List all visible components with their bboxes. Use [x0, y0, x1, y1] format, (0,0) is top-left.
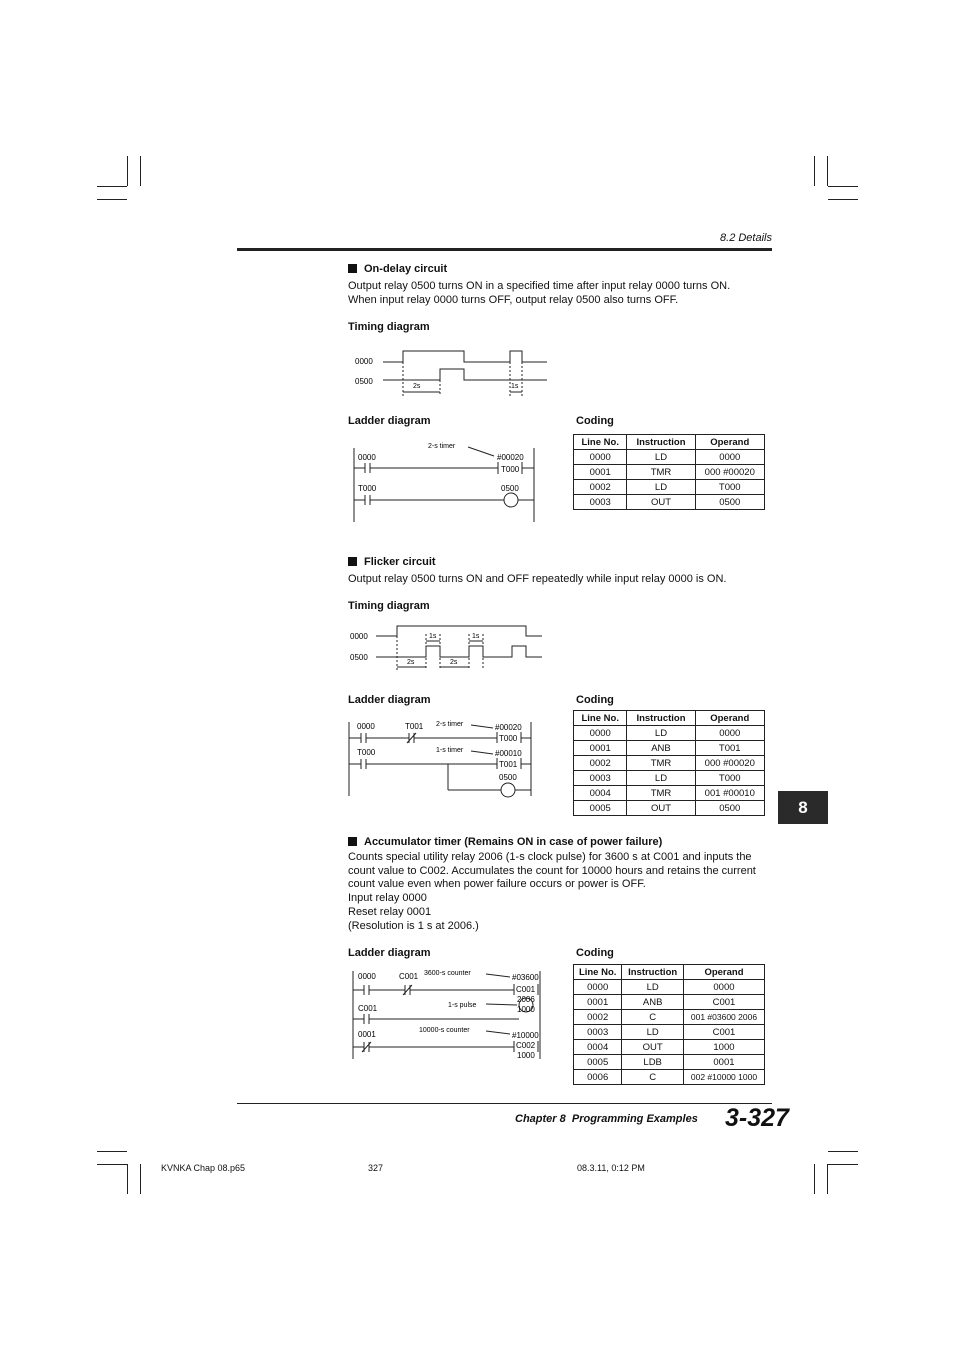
- crop-mark: [127, 1164, 128, 1194]
- timing-signal-label: 0000: [350, 632, 368, 641]
- timer-preset: #00010: [495, 749, 522, 758]
- cell: T001: [695, 741, 764, 756]
- accum-ladder-label: Ladder diagram: [348, 947, 431, 959]
- accum-ladder-diagram: [348, 965, 548, 1065]
- cell: 0002: [574, 480, 627, 495]
- waveform-0000: [376, 626, 542, 636]
- cell: 0005: [574, 1055, 622, 1070]
- table-header-row: [574, 435, 765, 450]
- timer-id: T000: [501, 465, 520, 474]
- output-label: 1000: [517, 1005, 535, 1014]
- cell: 0002: [574, 756, 627, 771]
- cell: 0001: [683, 1055, 764, 1070]
- table-row: [574, 786, 765, 801]
- table-header-row: [574, 965, 765, 980]
- output-coil: [501, 783, 515, 797]
- cell: OUT: [627, 495, 695, 510]
- desc-line: When input relay 0000 turns OFF, output relay 0500 also turns OFF.: [348, 294, 679, 306]
- cell: TMR: [627, 465, 695, 480]
- desc-line: Output relay 0500 turns ON and OFF repeatedly while input relay 0000 is ON.: [348, 573, 727, 585]
- table-row: [574, 495, 765, 510]
- flicker-timing-label: Timing diagram: [348, 600, 430, 612]
- timing-signal-label: 0500: [355, 377, 373, 386]
- flicker-title: [348, 556, 436, 568]
- header-rule: [237, 248, 772, 251]
- pulse-label: 1-s pulse: [448, 1002, 477, 1009]
- counter-input: 1000: [517, 1051, 535, 1060]
- contact-label: C001: [358, 1004, 378, 1013]
- table-row: [574, 1040, 765, 1055]
- cell: 0001: [574, 741, 627, 756]
- slug-date: 08.3.11, 0:12 PM: [577, 1163, 645, 1173]
- crop-mark: [140, 1164, 141, 1194]
- on-delay-timing-diagram: [348, 345, 553, 400]
- crop-mark: [140, 156, 141, 186]
- cell: LD: [622, 1025, 684, 1040]
- crop-mark: [828, 1164, 858, 1165]
- cell: 1000: [683, 1040, 764, 1055]
- counter-label: 3600-s counter: [424, 970, 471, 977]
- crop-mark: [97, 186, 127, 187]
- contact-label: T000: [358, 484, 377, 493]
- cell: OUT: [627, 801, 695, 816]
- accum-title: [348, 836, 662, 848]
- crop-mark: [827, 1164, 828, 1194]
- flicker-title-text: Flicker circuit: [364, 556, 436, 568]
- cell: 002 #10000 1000: [683, 1070, 764, 1085]
- on-delay-ladder-diagram: [350, 438, 540, 526]
- table-row: [574, 1070, 765, 1085]
- counter-label: 10000-s counter: [419, 1027, 470, 1034]
- flicker-desc: [348, 572, 773, 586]
- chapter-tab: 8: [778, 791, 828, 824]
- bullet-square-icon: [348, 264, 357, 273]
- crop-mark: [97, 1164, 127, 1165]
- footer-rule: [237, 1103, 772, 1104]
- table-row: [574, 756, 765, 771]
- timing-label-2s: 2s: [407, 659, 415, 666]
- table-row: [574, 465, 765, 480]
- cell: 0000: [695, 726, 764, 741]
- table-row: [574, 771, 765, 786]
- table-header-row: [574, 711, 765, 726]
- cell: 0003: [574, 495, 627, 510]
- cell: T000: [695, 771, 764, 786]
- page-number: 3-327: [725, 1104, 789, 1132]
- cell: C: [622, 1070, 684, 1085]
- timer-id: T000: [499, 734, 518, 743]
- crop-mark: [97, 199, 127, 200]
- table-row: [574, 726, 765, 741]
- cell: LD: [627, 726, 695, 741]
- cell: 0003: [574, 1025, 622, 1040]
- bullet-square-icon: [348, 557, 357, 566]
- counter-id: C002: [516, 1041, 536, 1050]
- section-header: 8.2 Details: [720, 232, 772, 244]
- table-row: [574, 1055, 765, 1070]
- cell: 0000: [574, 980, 622, 995]
- chapter-title: Programming Examples: [571, 1113, 698, 1125]
- contact-label: 0001: [358, 1030, 376, 1039]
- timing-label-1s: 1s: [511, 383, 519, 390]
- cell: 001 #03600 2006: [683, 1010, 764, 1025]
- col-header: Instruction: [627, 435, 695, 450]
- accum-desc: [348, 851, 773, 933]
- crop-mark: [828, 199, 858, 200]
- timer-label: 2-s timer: [428, 443, 456, 450]
- crop-mark: [827, 156, 828, 186]
- cell: 001 #00010: [695, 786, 764, 801]
- cell: T000: [695, 480, 764, 495]
- timer-preset: #00020: [495, 723, 522, 732]
- on-delay-desc: [348, 279, 773, 307]
- counter-preset: #03600: [512, 973, 539, 982]
- desc-line: count value to C002. Accumulates the count for 10000 hours and retains the current: [348, 864, 756, 877]
- cell: LD: [627, 771, 695, 786]
- col-header: Operand: [695, 711, 764, 726]
- col-header: Instruction: [627, 711, 695, 726]
- accum-coding-label: Coding: [576, 947, 614, 959]
- col-header: Line No.: [574, 711, 627, 726]
- accum-title-text: Accumulator timer (Remains ON in case of power failure): [364, 836, 663, 848]
- contact-label: 0000: [358, 453, 376, 462]
- crop-mark: [814, 1164, 815, 1194]
- col-header: Instruction: [622, 965, 684, 980]
- cell: 0004: [574, 786, 627, 801]
- timing-label-1s: 1s: [429, 633, 437, 640]
- flicker-timing-diagram: [348, 624, 548, 674]
- cell: TMR: [627, 756, 695, 771]
- cell: 0000: [574, 450, 627, 465]
- crop-mark: [97, 1151, 127, 1152]
- cell: C001: [683, 1025, 764, 1040]
- cell: LDB: [622, 1055, 684, 1070]
- counter-preset: #10000: [512, 1031, 539, 1040]
- on-delay-coding-table: [573, 434, 765, 510]
- chapter-label: [515, 1113, 698, 1125]
- col-header: Operand: [683, 965, 764, 980]
- table-row: [574, 1010, 765, 1025]
- col-header: Line No.: [574, 965, 622, 980]
- cell: ANB: [622, 995, 684, 1010]
- cell: 0001: [574, 995, 622, 1010]
- on-delay-ladder-label: Ladder diagram: [348, 415, 431, 427]
- cell: 0000: [683, 980, 764, 995]
- timer-label: 2-s timer: [436, 721, 464, 728]
- flicker-ladder-diagram: [345, 716, 540, 800]
- output-label: 0500: [501, 484, 519, 493]
- contact-label: T000: [357, 748, 376, 757]
- flicker-ladder-label: Ladder diagram: [348, 694, 431, 706]
- table-row: [574, 980, 765, 995]
- contact-label: C001: [399, 972, 419, 981]
- crop-mark: [127, 156, 128, 186]
- col-header: Line No.: [574, 435, 627, 450]
- accum-coding-table: [573, 964, 765, 1085]
- chapter-number: Chapter 8: [515, 1113, 566, 1125]
- desc-line: Input relay 0000: [348, 892, 427, 905]
- table-row: [574, 801, 765, 816]
- cell: 0500: [695, 495, 764, 510]
- cell: 000 #00020: [695, 756, 764, 771]
- contact-label: 0000: [358, 972, 376, 981]
- cell: 0003: [574, 771, 627, 786]
- desc-line: (Resolution is 1 s at 2006.): [348, 919, 479, 932]
- counter-id: C001: [516, 985, 536, 994]
- timing-signal-label: 0500: [350, 653, 368, 662]
- bullet-square-icon: [348, 837, 357, 846]
- cell: 000 #00020: [695, 465, 764, 480]
- cell: LD: [627, 480, 695, 495]
- desc-line: Counts special utility relay 2006 (1-s clock pulse) for 3600 s at C001 and inputs the: [348, 851, 752, 863]
- cell: 0500: [695, 801, 764, 816]
- table-row: [574, 995, 765, 1010]
- timer-preset: #00020: [497, 453, 524, 462]
- cell: LD: [622, 980, 684, 995]
- cell: 0001: [574, 465, 627, 480]
- cell: 0002: [574, 1010, 622, 1025]
- timer-id: T001: [499, 760, 518, 769]
- table-row: [574, 450, 765, 465]
- cell: 0000: [574, 726, 627, 741]
- crop-mark: [828, 186, 858, 187]
- timing-signal-label: 0000: [355, 357, 373, 366]
- desc-line: Reset relay 0001: [348, 905, 432, 918]
- cell: 0004: [574, 1040, 622, 1055]
- on-delay-coding-label: Coding: [576, 415, 614, 427]
- cell: ANB: [627, 741, 695, 756]
- clock-relay: 2006: [517, 995, 535, 1004]
- crop-mark: [828, 1151, 858, 1152]
- desc-line: count value even when power failure occurs or power is OFF.: [348, 878, 646, 891]
- table-row: [574, 1025, 765, 1040]
- timer-label: 1-s timer: [436, 747, 464, 754]
- cell: 0006: [574, 1070, 622, 1085]
- on-delay-title: [348, 263, 447, 275]
- flicker-coding-label: Coding: [576, 694, 614, 706]
- contact-label: 0000: [357, 722, 375, 731]
- timing-label-1s: 1s: [472, 633, 480, 640]
- cell: 0000: [695, 450, 764, 465]
- output-coil: [504, 493, 518, 507]
- slug-page: 327: [368, 1163, 384, 1173]
- cell: LD: [627, 450, 695, 465]
- on-delay-title-text: On-delay circuit: [364, 263, 448, 275]
- contact-label: T001: [405, 722, 424, 731]
- timing-label-2s: 2s: [413, 383, 421, 390]
- table-row: [574, 480, 765, 495]
- cell: OUT: [622, 1040, 684, 1055]
- on-delay-timing-label: Timing diagram: [348, 321, 430, 333]
- flicker-coding-table: [573, 710, 765, 816]
- output-label: 0500: [499, 773, 517, 782]
- cell: TMR: [627, 786, 695, 801]
- table-row: [574, 741, 765, 756]
- cell: 0005: [574, 801, 627, 816]
- desc-line: Output relay 0500 turns ON in a specified time after input relay 0000 turns ON.: [348, 280, 731, 292]
- waveform-0500: [376, 646, 542, 657]
- cell: C001: [683, 995, 764, 1010]
- crop-mark: [814, 156, 815, 186]
- cell: C: [622, 1010, 684, 1025]
- slug-file: KVNKA Chap 08.p65: [161, 1163, 246, 1173]
- col-header: Operand: [695, 435, 764, 450]
- waveform-0000: [383, 351, 547, 362]
- timing-label-2s: 2s: [450, 659, 458, 666]
